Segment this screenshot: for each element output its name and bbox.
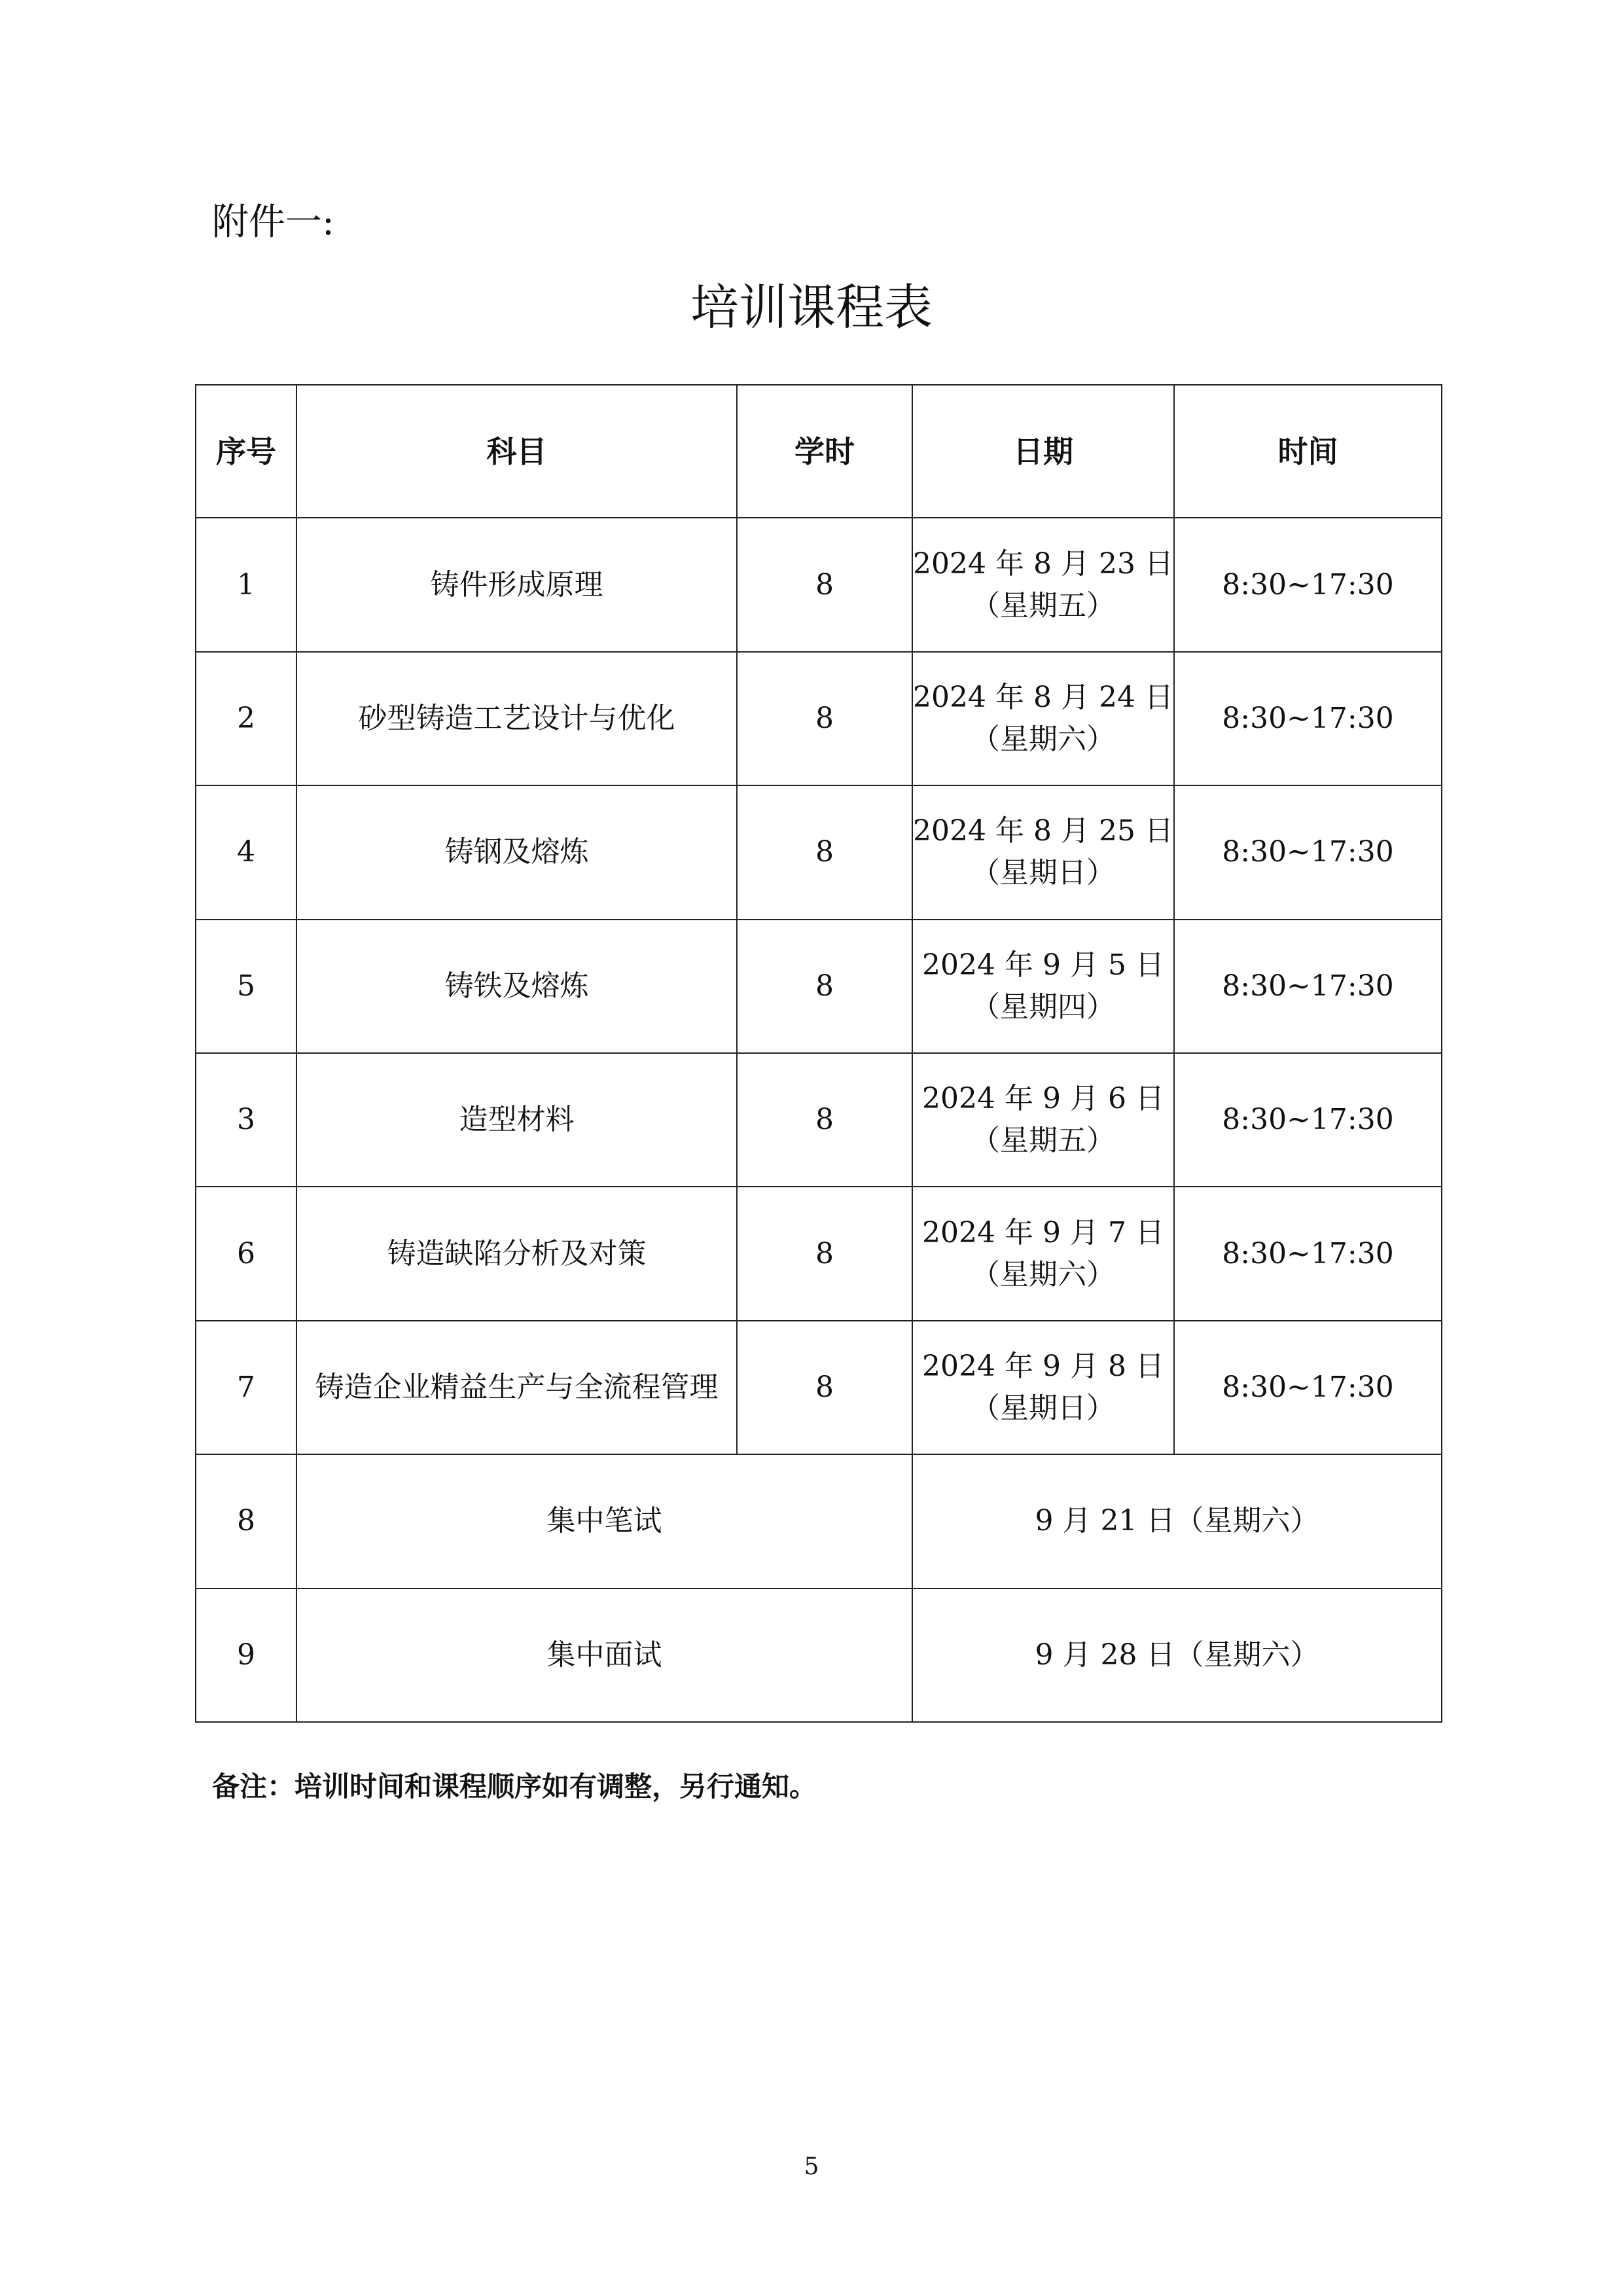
- row-subject: 造型材料: [296, 1053, 737, 1187]
- row-date-cell: [912, 1187, 1174, 1320]
- row-date-cell: [912, 1053, 1174, 1187]
- table-header-row: [196, 385, 1442, 518]
- row-subject: 铸铁及熔炼: [296, 920, 737, 1053]
- row-hours: 8: [737, 518, 912, 651]
- table-row: [196, 785, 1442, 919]
- row-no: 3: [196, 1053, 296, 1187]
- row-weekday: （星期五）: [971, 1124, 1115, 1158]
- exam-row: [196, 1588, 1442, 1722]
- table-row: [196, 1187, 1442, 1320]
- row-no: 8: [196, 1454, 296, 1588]
- row-hours: 8: [737, 785, 912, 919]
- row-weekday: （星期六）: [971, 722, 1115, 756]
- row-no: 7: [196, 1321, 296, 1454]
- row-date-cell: [912, 652, 1174, 785]
- row-subject: 铸造企业精益生产与全流程管理: [296, 1321, 737, 1454]
- row-hours: 8: [737, 1321, 912, 1454]
- row-time: 8:30~17:30: [1174, 1053, 1442, 1187]
- row-no: 2: [196, 652, 296, 785]
- row-hours: 8: [737, 652, 912, 785]
- row-time: 8:30~17:30: [1174, 652, 1442, 785]
- row-time: 8:30~17:30: [1174, 920, 1442, 1053]
- header-time: 时间: [1174, 385, 1442, 518]
- page-title: 培训课程表: [690, 279, 933, 336]
- row-date: 2024 年 9 月 7 日: [922, 1215, 1164, 1249]
- row-subject: 铸造缺陷分析及对策: [296, 1187, 737, 1320]
- schedule-table: [195, 384, 1442, 1723]
- header-hours: 学时: [737, 385, 912, 518]
- row-date-cell: [912, 785, 1174, 919]
- row-subject: 砂型铸造工艺设计与优化: [296, 652, 737, 785]
- row-no: 4: [196, 785, 296, 919]
- row-no: 5: [196, 920, 296, 1053]
- row-subject: 集中笔试: [296, 1454, 912, 1588]
- footnote: 备注：培训时间和课程顺序如有调整，另行通知。: [212, 1770, 817, 1803]
- row-date: 2024 年 8 月 23 日: [913, 547, 1173, 581]
- row-hours: 8: [737, 1053, 912, 1187]
- table-row: [196, 920, 1442, 1053]
- header-no: 序号: [196, 385, 296, 518]
- row-date: 2024 年 9 月 6 日: [922, 1082, 1164, 1116]
- row-subject: 铸钢及熔炼: [296, 785, 737, 919]
- row-hours: 8: [737, 1187, 912, 1320]
- row-no: 9: [196, 1588, 296, 1722]
- row-weekday: （星期日）: [971, 856, 1115, 890]
- row-weekday: （星期日）: [971, 1391, 1115, 1425]
- row-date: 2024 年 9 月 5 日: [922, 948, 1164, 982]
- table-row: [196, 518, 1442, 651]
- row-date: 2024 年 8 月 25 日: [913, 814, 1173, 848]
- row-hours: 8: [737, 920, 912, 1053]
- row-date-cell: [912, 518, 1174, 651]
- row-weekday: （星期六）: [971, 1257, 1115, 1291]
- row-date: 2024 年 9 月 8 日: [922, 1349, 1164, 1383]
- attachment-label: 附件一:: [212, 201, 334, 243]
- page-number: 5: [804, 2153, 819, 2180]
- row-no: 6: [196, 1187, 296, 1320]
- row-date-cell: [912, 920, 1174, 1053]
- row-subject: 铸件形成原理: [296, 518, 737, 651]
- table-row: [196, 1321, 1442, 1454]
- row-time: 8:30~17:30: [1174, 1321, 1442, 1454]
- header-date: 日期: [912, 385, 1174, 518]
- table-row: [196, 1053, 1442, 1187]
- row-datetime: 9 月 21 日（星期六）: [912, 1454, 1442, 1588]
- row-date: 2024 年 8 月 24 日: [913, 680, 1173, 714]
- row-time: 8:30~17:30: [1174, 1187, 1442, 1320]
- exam-row: [196, 1454, 1442, 1588]
- row-weekday: （星期五）: [971, 588, 1115, 622]
- table-row: [196, 652, 1442, 785]
- row-weekday: （星期四）: [971, 990, 1115, 1024]
- row-date-cell: [912, 1321, 1174, 1454]
- row-subject: 集中面试: [296, 1588, 912, 1722]
- header-subject: 科目: [296, 385, 737, 518]
- row-datetime: 9 月 28 日（星期六）: [912, 1588, 1442, 1722]
- row-no: 1: [196, 518, 296, 651]
- row-time: 8:30~17:30: [1174, 518, 1442, 651]
- row-time: 8:30~17:30: [1174, 785, 1442, 919]
